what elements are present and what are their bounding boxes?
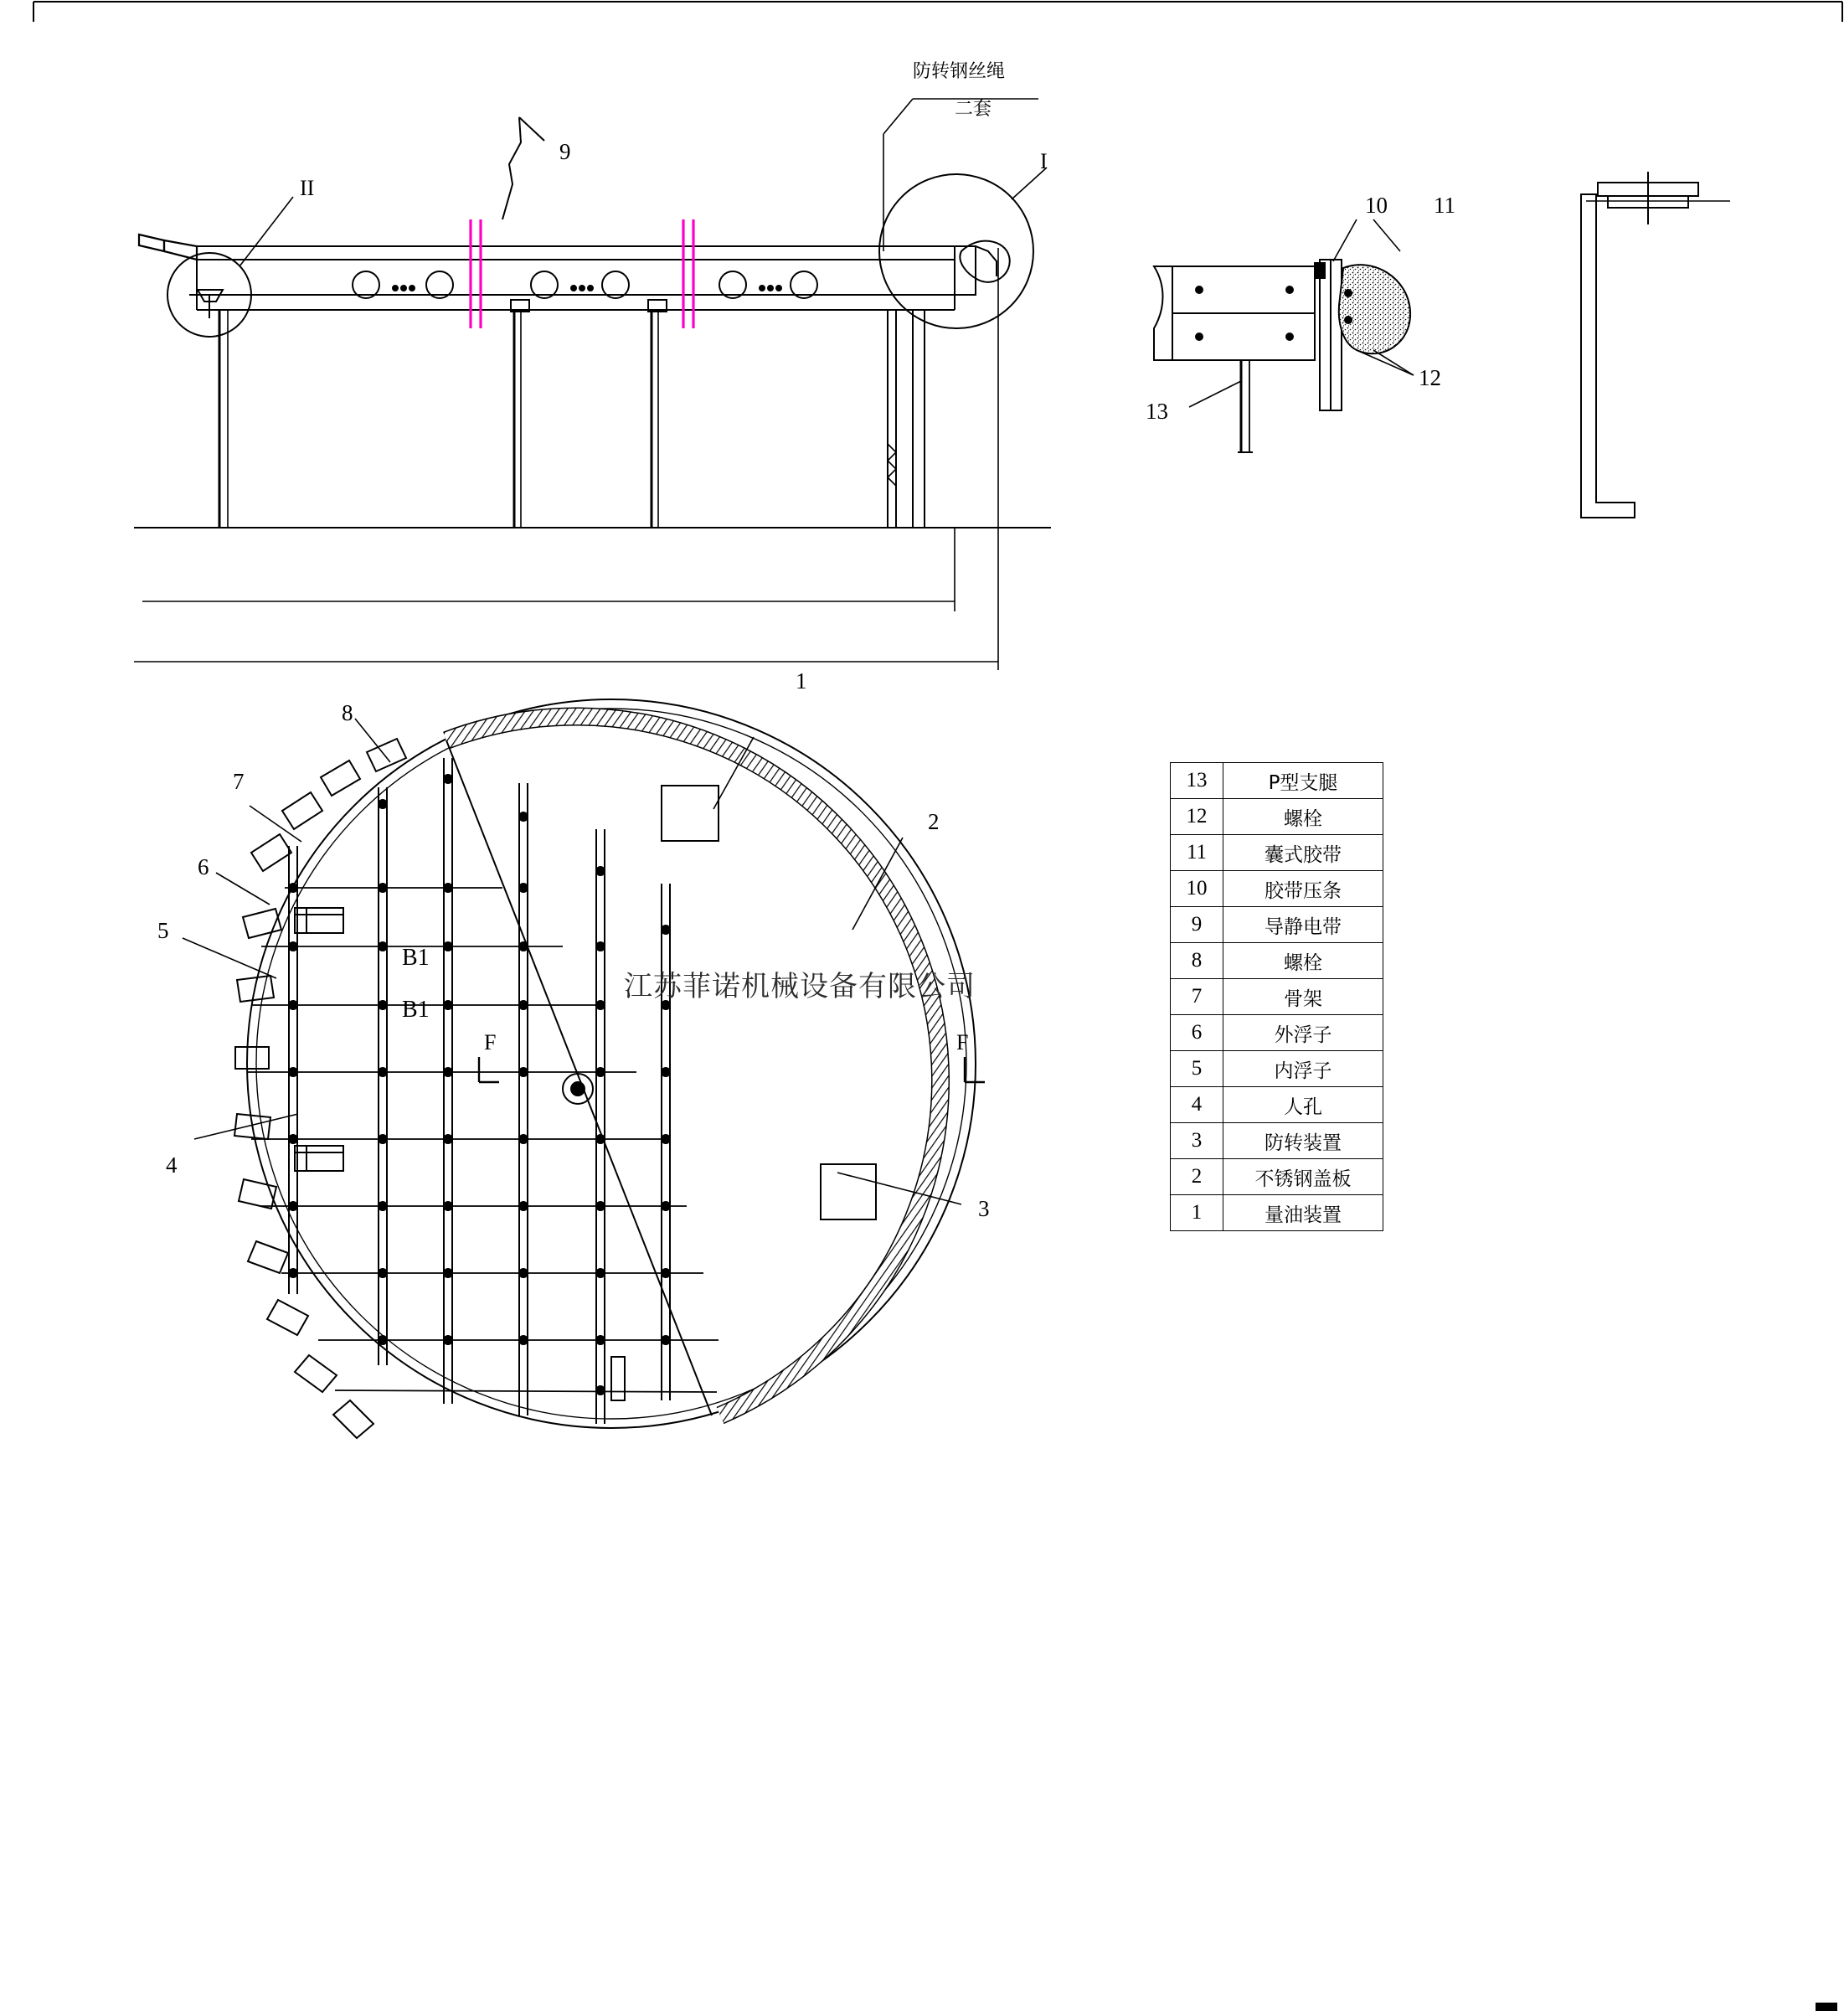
callout-4: 4 — [166, 1152, 178, 1178]
callout-2: 2 — [928, 809, 940, 834]
part-index: 10 — [1171, 871, 1223, 907]
company-watermark: 江苏菲诺机械设备有限公司 — [624, 970, 976, 1003]
panel-label-b1-top: B1 — [402, 945, 430, 971]
bolt-dots — [289, 775, 670, 1395]
note-anti-rotation-rope-qty: 二套 — [955, 99, 992, 120]
table-row — [1171, 1015, 1383, 1051]
part-index: 13 — [1171, 763, 1223, 799]
plan-view — [183, 699, 985, 1438]
part-name: 不锈钢盖板 — [1223, 1159, 1383, 1195]
callout-13: 13 — [1146, 399, 1168, 424]
part-name: 螺栓 — [1223, 943, 1383, 979]
part-name: 囊式胶带 — [1223, 835, 1383, 871]
parts-legend-table — [1170, 762, 1383, 1231]
section-mark-f-left: F — [484, 1030, 497, 1054]
callout-7: 7 — [233, 769, 245, 794]
part-index: 6 — [1171, 1015, 1223, 1051]
table-row — [1171, 871, 1383, 907]
part-index: 4 — [1171, 1087, 1223, 1123]
part-index: 11 — [1171, 835, 1223, 871]
manhole — [295, 908, 343, 1171]
panel-label-b1-bottom: B1 — [402, 997, 430, 1023]
elevation-view — [134, 99, 1051, 670]
callout-10: 10 — [1365, 193, 1388, 218]
part-name: 螺栓 — [1223, 799, 1383, 835]
sheet-border — [33, 2, 1842, 22]
part-name: 外浮子 — [1223, 1015, 1383, 1051]
table-row — [1171, 835, 1383, 871]
p-leg-profile — [1581, 172, 1730, 518]
table-row — [1171, 1087, 1383, 1123]
callout-5: 5 — [157, 918, 169, 943]
detail-mark-I: I — [1040, 149, 1048, 173]
part-index: 9 — [1171, 907, 1223, 943]
note-anti-rotation-rope: 防转钢丝绳 — [913, 61, 1006, 82]
gauge-device — [563, 1074, 593, 1104]
section-mark-f-right: F — [956, 1030, 969, 1054]
callout-8: 8 — [342, 700, 353, 725]
part-name: 人孔 — [1223, 1087, 1383, 1123]
sheet-corner-mark — [1816, 2003, 1837, 2011]
part-name: 量油装置 — [1223, 1195, 1383, 1231]
table-row — [1171, 1051, 1383, 1087]
part-name: 胶带压条 — [1223, 871, 1383, 907]
part-name: 导静电带 — [1223, 907, 1383, 943]
part-index: 12 — [1171, 799, 1223, 835]
part-name: 内浮子 — [1223, 1051, 1383, 1087]
callout-6: 6 — [198, 854, 209, 879]
anti-rotation-marker-2 — [821, 1164, 876, 1219]
rim-seal-detail — [1154, 219, 1414, 452]
part-index: 8 — [1171, 943, 1223, 979]
part-index: 7 — [1171, 979, 1223, 1015]
anti-rotation-marker-1 — [662, 786, 719, 841]
part-index: 2 — [1171, 1159, 1223, 1195]
detail-mark-II: II — [300, 176, 315, 200]
callout-11: 11 — [1434, 193, 1455, 218]
table-row — [1171, 1159, 1383, 1195]
part-name: 防转装置 — [1223, 1123, 1383, 1159]
callout-3: 3 — [978, 1196, 990, 1221]
table-row — [1171, 907, 1383, 943]
callout-1: 1 — [796, 668, 807, 693]
table-row — [1171, 979, 1383, 1015]
parts-legend-body — [1171, 763, 1383, 1231]
table-row — [1171, 763, 1383, 799]
table-row — [1171, 943, 1383, 979]
table-row — [1171, 1195, 1383, 1231]
support-legs — [219, 300, 925, 528]
part-index: 1 — [1171, 1195, 1223, 1231]
callout-9: 9 — [559, 139, 571, 164]
part-name: 骨架 — [1223, 979, 1383, 1015]
part-name: P型支腿 — [1223, 763, 1383, 799]
part-index: 5 — [1171, 1051, 1223, 1087]
callout-12: 12 — [1419, 365, 1441, 390]
part-index: 3 — [1171, 1123, 1223, 1159]
table-row — [1171, 1123, 1383, 1159]
table-row — [1171, 799, 1383, 835]
